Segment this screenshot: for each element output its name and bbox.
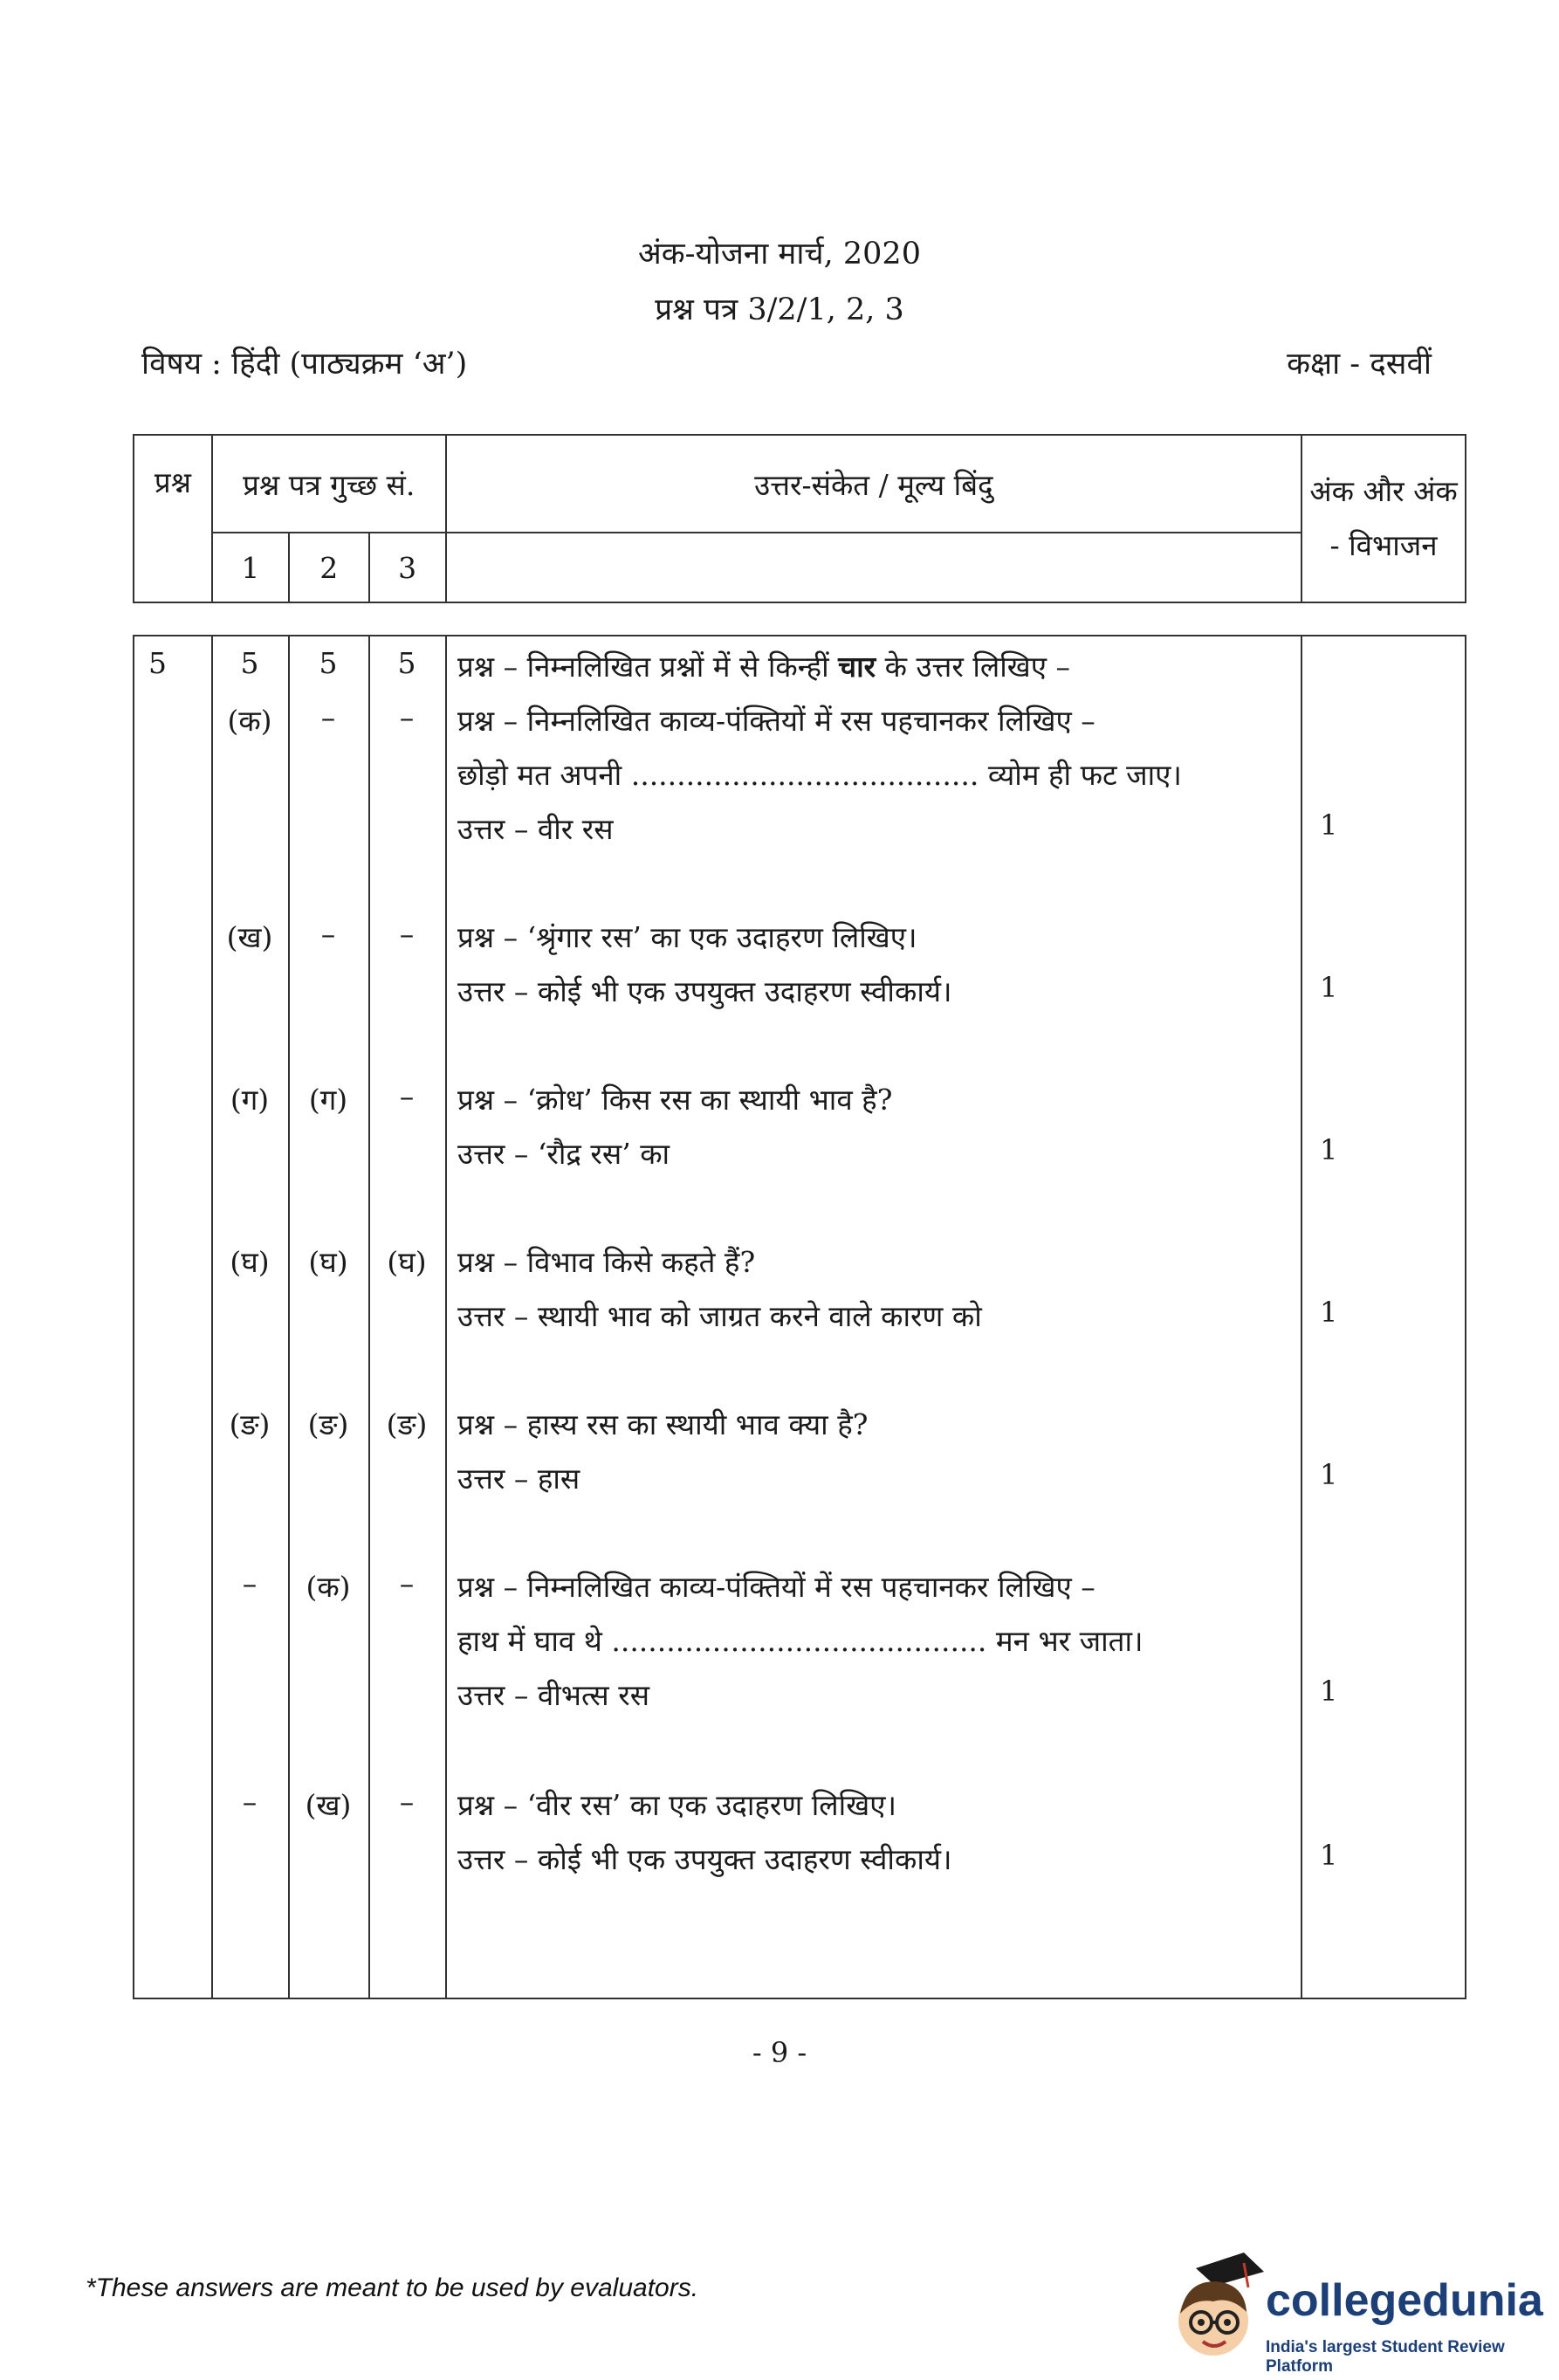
set-1-label: 5	[240, 646, 259, 680]
answer-text: छोड़ो मत अपनी ...................................... व्योम ही फट जाए।	[457, 758, 1182, 792]
answer-line	[457, 646, 1070, 685]
col-marks-header: अंक और अंक - विभाजन	[1301, 435, 1466, 602]
answer-text: उत्तर – ‘रौद्र रस’ का	[457, 1137, 670, 1171]
answer-line	[457, 1079, 892, 1118]
answer-text-cont: के उत्तर लिखिए –	[876, 650, 1071, 684]
set-2-label: –	[320, 917, 336, 951]
footnote: *These answers are meant to be used by evaluators.	[86, 2273, 699, 2302]
set-1-label: (ग)	[230, 1083, 270, 1117]
answer-text: उत्तर – स्थायी भाव को जाग्रत करने वाले कारण को	[457, 1299, 982, 1333]
set-1-label: (घ)	[230, 1245, 270, 1279]
answer-emphasis: चार	[838, 650, 876, 684]
col-question-header: प्रश्न	[134, 435, 212, 602]
answer-line	[457, 917, 917, 956]
answer-text: प्रश्न – निम्नलिखित काव्य-पंक्तियों में रस पहचानकर लिखिए –	[457, 704, 1095, 738]
answer-text: हाथ में घाव थे ......................................... मन भर जाता।	[457, 1624, 1143, 1658]
answer-line	[457, 1675, 649, 1714]
document-title: अंक-योजना मार्च, 2020	[638, 237, 921, 272]
answer-line	[457, 1133, 670, 1173]
answer-text: प्रश्न – ‘श्रृंगार रस’ का एक उदाहरण लिखिए।	[457, 920, 917, 954]
set-1-label: (ङ)	[229, 1407, 271, 1441]
mark-value: 1	[1320, 1675, 1338, 1708]
set-3-label: –	[399, 700, 415, 734]
set-1-header: 1	[212, 533, 289, 602]
answer-text: उत्तर – वीभत्स रस	[457, 1678, 649, 1712]
question-number: 5	[148, 646, 167, 680]
set-2-label: 5	[319, 646, 338, 680]
mark-value: 1	[1320, 1133, 1338, 1166]
answer-line	[457, 1458, 580, 1497]
marking-scheme-header-table	[133, 434, 1466, 603]
answer-line	[457, 1404, 868, 1443]
col-answer-header: उत्तर-संकेत / मूल्य बिंदु	[446, 435, 1302, 533]
answer-line	[457, 1785, 896, 1824]
answer-text: प्रश्न – निम्नलिखित प्रश्नों में से किन्हीं	[457, 650, 839, 684]
answer-line	[457, 1296, 982, 1335]
brand-tagline: India's largest Student Review Platform	[1266, 2338, 1505, 2376]
answer-text: प्रश्न – निम्नलिखित काव्य-पंक्तियों में रस पहचानकर लिखिए –	[457, 1570, 1095, 1604]
set-2-label: (ख)	[305, 1788, 352, 1822]
mark-value: 1	[1320, 1458, 1338, 1491]
answer-text: उत्तर – कोई भी एक उपयुक्त उदाहरण स्वीकार्य।	[457, 974, 952, 1008]
set-1-label: (ख)	[226, 920, 273, 954]
answer-line	[457, 700, 1095, 739]
set-3-label: (घ)	[387, 1245, 427, 1279]
set-2-label: (ग)	[308, 1083, 348, 1117]
answer-text: प्रश्न – ‘वीर रस’ का एक उदाहरण लिखिए।	[457, 1788, 896, 1822]
set-3-label: –	[399, 917, 415, 951]
set-3-label: 5	[397, 646, 416, 680]
page-number: - 9 -	[752, 2036, 807, 2069]
set-2-label: (ङ)	[307, 1407, 349, 1441]
set-2-label: (घ)	[308, 1245, 348, 1279]
answer-text: प्रश्न – ‘क्रोध’ किस रस का स्थायी भाव है?	[457, 1083, 893, 1117]
set-1-label: –	[242, 1785, 258, 1819]
answer-text: उत्तर – वीर रस	[457, 812, 614, 846]
answer-line	[457, 1839, 952, 1878]
question-number-cell	[134, 636, 212, 1998]
answer-line	[457, 1620, 1143, 1660]
class-label: कक्षा - दसवीं	[1287, 347, 1432, 382]
mark-value: 1	[1320, 808, 1338, 842]
answer-text: उत्तर – हास	[457, 1462, 580, 1496]
set-2-label: (क)	[306, 1570, 351, 1604]
answer-line	[457, 971, 952, 1010]
mark-value: 1	[1320, 1296, 1338, 1329]
brand-name: collegedunia	[1266, 2275, 1543, 2326]
answer-line	[457, 754, 1182, 794]
subject-label: विषय : हिंदी (पाठ्यक्रम ‘अ’)	[141, 347, 468, 382]
set-3-label: (ङ)	[386, 1407, 428, 1441]
answer-line	[457, 1242, 755, 1281]
set-3-label: –	[399, 1785, 415, 1819]
set-3-label: –	[399, 1079, 415, 1113]
mascot-icon	[1161, 2253, 1266, 2366]
answer-line	[457, 1566, 1095, 1606]
set-2-header: 2	[289, 533, 369, 602]
col-set-header: प्रश्न पत्र गुच्छ सं.	[212, 435, 446, 533]
answer-subheader-empty	[446, 533, 1302, 602]
answer-text: प्रश्न – विभाव किसे कहते हैं?	[457, 1245, 756, 1279]
answer-line	[457, 808, 614, 848]
set-1-label: –	[242, 1566, 258, 1600]
paper-code: प्रश्न पत्र 3/2/1, 2, 3	[655, 292, 904, 327]
set-2-label: –	[320, 700, 336, 734]
set-3-label: –	[399, 1566, 415, 1600]
set-1-label: (क)	[227, 704, 272, 738]
answer-text: प्रश्न – हास्य रस का स्थायी भाव क्या है?	[457, 1407, 869, 1441]
mark-value: 1	[1320, 971, 1338, 1004]
answer-text: उत्तर – कोई भी एक उपयुक्त उदाहरण स्वीकार्य।	[457, 1842, 952, 1876]
mark-value: 1	[1320, 1839, 1338, 1872]
set-3-header: 3	[369, 533, 446, 602]
